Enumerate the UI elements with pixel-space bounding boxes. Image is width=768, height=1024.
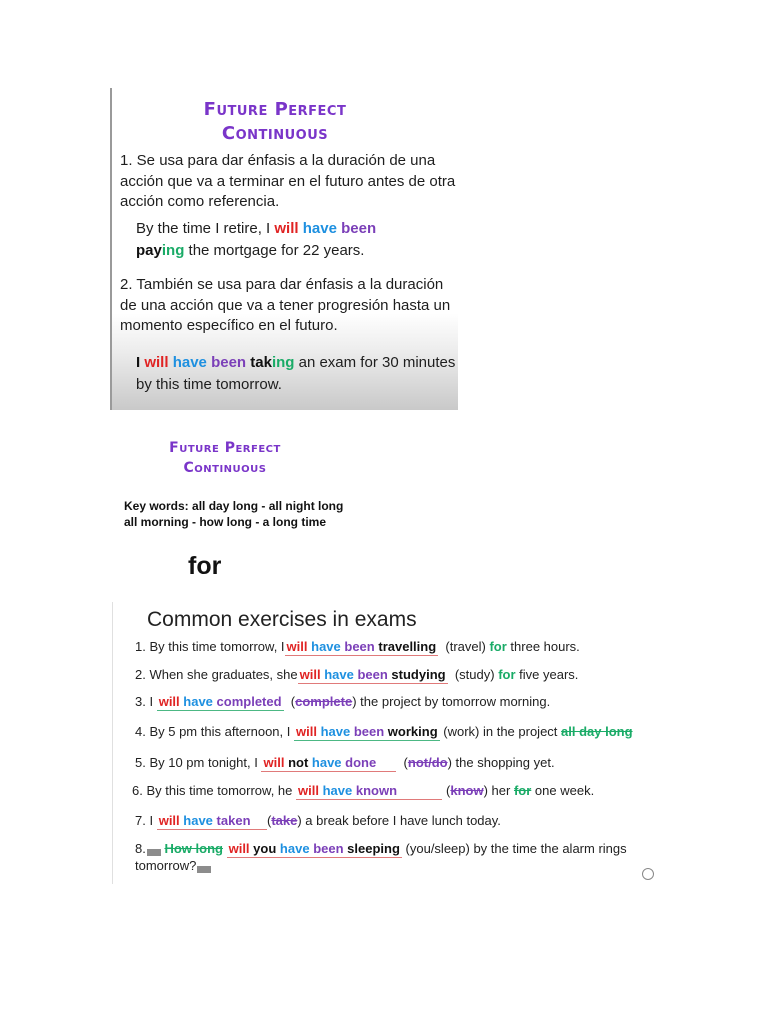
watermark-icon: [642, 868, 654, 880]
explanation-card: [110, 88, 458, 410]
example-1: By the time I retire, I will have been paying the mortgage for 22 years.: [136, 220, 377, 259]
exercise-item-4: 4. By 5 pm this afternoon, I will have been working (work) in the project all day long: [135, 724, 633, 739]
exercises-heading: Common exercises in exams: [147, 608, 417, 631]
for-label: for: [188, 552, 222, 580]
exercise-item-6: 6. By this time tomorrow, he will have known (know) her for one week.: [132, 783, 595, 798]
rule-1-text: 1. Se usa para dar énfasis a la duración de una acción que va a terminar en el futuro antes de otra acción como referencia.: [120, 152, 456, 210]
card-title: Future Perfect Continuous: [203, 99, 347, 144]
exercise-item-3: 3. I will have completed (complete) the project by tomorrow morning.: [135, 694, 551, 709]
keywords-list: Key words: all day long - all night long all morning - how long - a long time: [124, 499, 344, 529]
exercise-item-8: 8. How long will you have been sleeping (you/sleep) by the time the alarm rings tomorrow?: [135, 841, 627, 873]
exercise-item-7: 7. I will have taken (take) a break before I have lunch today.: [135, 813, 501, 828]
exercise-item-5: 5. By 10 pm tonight, I will not have done (not/do) the shopping yet.: [135, 755, 555, 770]
highlight-mark: [147, 849, 161, 856]
keywords-card-title: Future Perfect Continuous: [169, 440, 281, 476]
keywords-card: [110, 428, 360, 538]
example-2: I will have been taking an exam for 30 minutes by this time tomorrow.: [136, 354, 456, 393]
highlight-mark: [197, 866, 211, 873]
exercise-item-1: 1. By this time tomorrow, I will have been travelling (travel) for three hours.: [135, 639, 580, 654]
exercises-card: [112, 602, 658, 884]
exercise-item-2: 2. When she graduates, she will have been studying (study) for five years.: [135, 667, 579, 682]
rule-2-text: 2. También se usa para dar énfasis a la duración de una acción que va a tener progresión hasta un momento específico en el futuro.: [120, 276, 451, 334]
